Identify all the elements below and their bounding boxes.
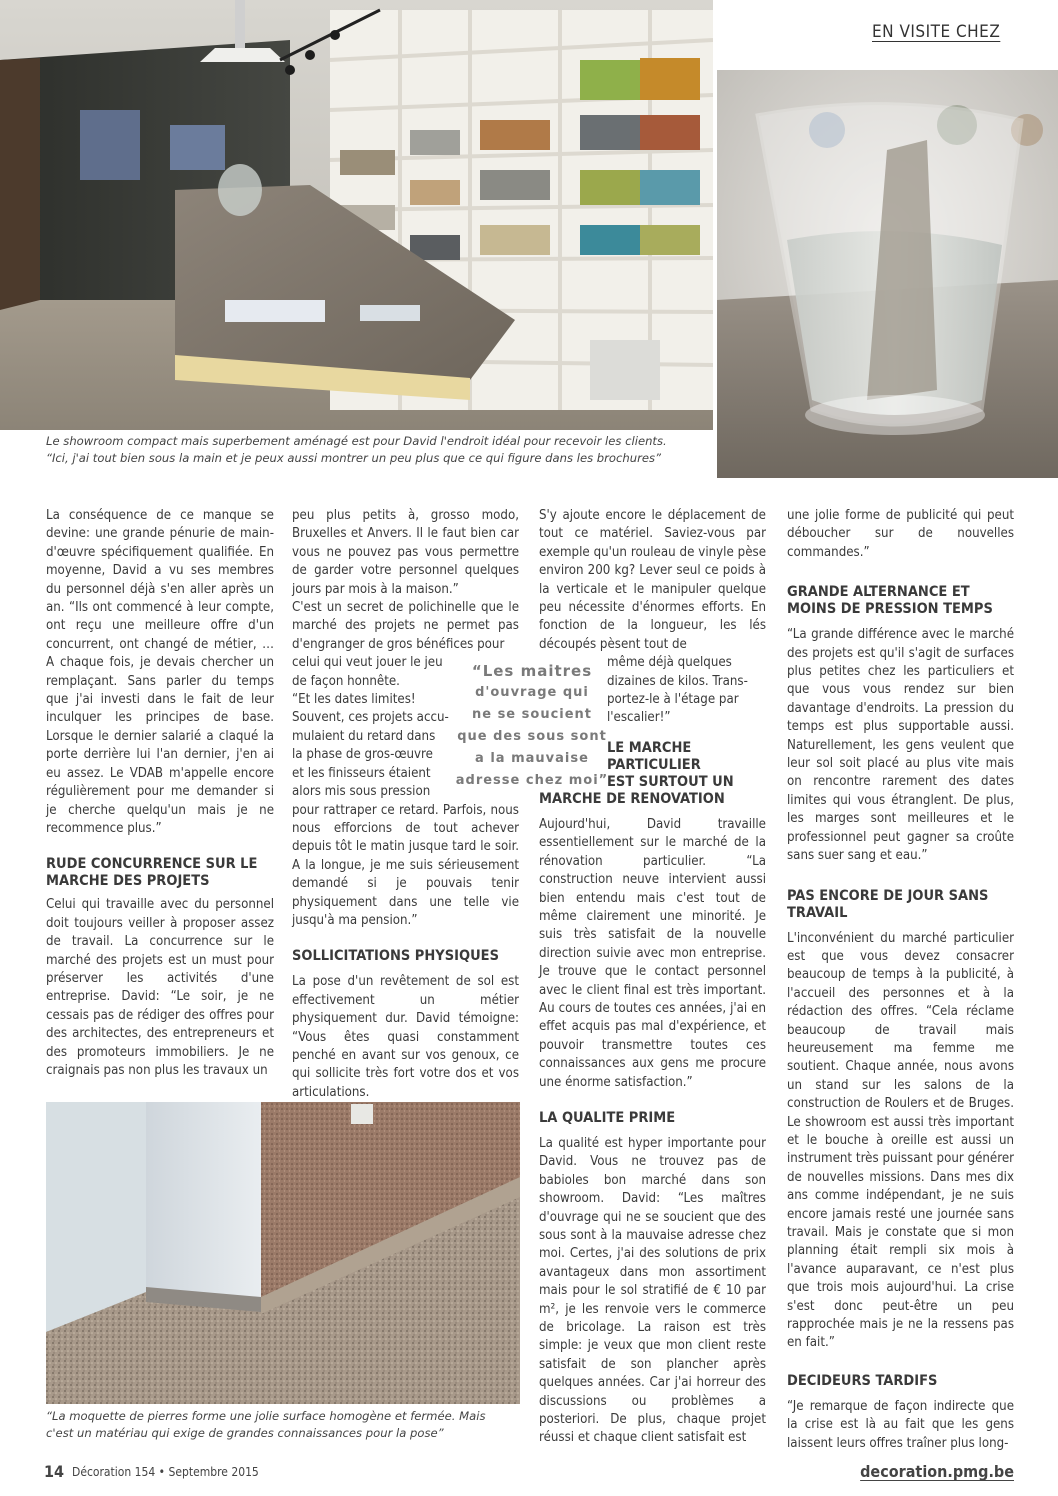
col2-paragraph-4: La pose d'un revêtement de sol est effectivement un métier physiquement dur. David témoigne: “Vous êtes quasi constamment penché en avant sur vos genoux, ce qui sollicite très fort votre dos et vos articulations. (292, 974, 519, 1100)
pull-quote-line5: a la mauvaise (475, 751, 589, 766)
col3-paragraph-1: S'y ajoute encore le déplacement de tout ce matériel. Saviez-vous par exemple qu'un rouleau de vinyle pèse environ 200 kg? Lever seul ce poids à la verticale et le manipuler quelque peu nécessite d'énormes efforts. En fonction de la longueur, les lés découpés pèsent tout de (539, 508, 766, 652)
col2-paragraph-3a-line4: la phase de gros-œuvre (292, 747, 433, 763)
col4-heading-1: GRANDE ALTERNANCE ET MOINS DE PRESSION TEMPS (787, 584, 993, 618)
col3-paragraph-3: La qualité est hyper importante pour David. Vous ne trouvez pas de babioles bon marché dans son showroom. David: “Les maîtres d'ouvrage qui ne se soucient que des sous sont à la mauvaise adresse chez moi. Certes, j'ai des solutions de prix avantageux dans mon assortiment mais pour le sol stratifié de € 10 par m², je les renvoie vers le commerce de bricolage. La raison est très simple: je veux que mon client reste satisfait de son plancher après quelques années. Car j'ai horreur des discussions ou problèmes a posteriori. De plus, chaque projet réussi et chaque client satisfait est (539, 1135, 766, 1446)
stone-carpet-photo-art (46, 1102, 520, 1404)
stone-carpet-photo (46, 1102, 520, 1404)
col2-paragraph-3a-line6: alors mis sous pression (292, 784, 431, 800)
column-3 (539, 507, 766, 1448)
col3-heading-1-line3: EST SURTOUT UN (607, 773, 734, 790)
showroom-photo (0, 0, 713, 430)
column-1 (46, 507, 274, 1080)
col3-heading-1-line2: PARTICULIER (607, 756, 701, 773)
col2-paragraph-3b: pour rattraper ce retard. Parfois, nous nous efforcions de tout achever depuis tôt le matin jusque tard le soir. A la longue, je me suis sérieusement demandé si je pouvais tenir physiquement dans une telle vie jusqu'à ma pension.” (292, 802, 519, 928)
col4-paragraph-3: L'inconvénient du marché particulier est que vous devez consacrer beaucoup de temps à la publicité, à l'accueil des personnes et à la rédaction des offres. “Cela réclame beaucoup de travail mais heureusement ma femme me soutient. Chaque année, nous avons un stand sur les salons de la construction de Roulers et de Bruges. Le showroom est aussi très important et le bouche à oreille est aussi un instrument très puissant pour générer de nouvelles missions. Dans mes dix ans comme indépendant, je ne suis encore jamais resté une journée sans travail. Mais je constate que si mon planning était rempli six mois à l'avance auparavant, ce n'est plus que trois mois aujourd'hui. La crise s'est donc peut-être un peu rapprochée mais je ne la ressens pas en fait.” (787, 930, 1014, 1351)
stone-carpet-caption-line1: “La moquette de pierres forme une jolie surface homogène et fermée. Mais (46, 1409, 486, 1423)
stone-carpet-caption (46, 1408, 520, 1442)
pull-quote-line4: que des sous sont (457, 729, 607, 744)
col2-paragraph-1: peu plus petits à, grosso modo, Bruxelles et Anvers. Il le faut bien car vous ne pouvez pas vous permettre de garder votre personnel quelques jours par mois à la maison.” (292, 508, 519, 597)
col4-paragraph-1: une jolie forme de publicité qui peut déboucher sur de nouvelles commandes.” (787, 508, 1014, 560)
showroom-caption (46, 433, 716, 467)
stone-carpet-caption-line2: c'est un matériau qui exige de grandes connaissances pour la pose” (46, 1426, 444, 1440)
col2-paragraph-3a-line5: et les finisseurs étaient (292, 765, 431, 781)
col4-paragraph-4: “Je remarque de façon indirecte que la crise est là au fait que les gens laissent leurs offres traîner plus long- (787, 1398, 1014, 1451)
col3-heading-1-line4: MARCHE DE RENOVATION (539, 790, 725, 807)
col2-paragraph-3a-line1: “Et les dates limites! (292, 692, 416, 708)
column-4 (787, 507, 1014, 1453)
col2-paragraph-3a-line2: Souvent, ces projets accu- (292, 710, 449, 726)
website-link[interactable]: decoration.pmg.be (860, 1462, 1014, 1481)
col3-paragraph-1b-line1: même déjà quelques (607, 655, 732, 671)
glass-photo (717, 70, 1058, 478)
col2-paragraph-2a: C'est un secret de polichinelle que le marché des projets ne permet pas d'engranger de gros bénéfices pour (292, 600, 519, 652)
page-number: 14 (44, 1462, 65, 1481)
pull-quote-line2: d'ouvrage qui (475, 685, 589, 700)
column-2 (292, 507, 519, 1102)
showroom-photo-art (0, 0, 713, 430)
showroom-caption-line1: Le showroom compact mais superbement aménagé est pour David l'endroit idéal pour recevoir les clients. (46, 434, 667, 448)
col3-paragraph-2: Aujourd'hui, David travaille essentiellement sur le marché de la rénovation particulier. “La construction neuve intervient aussi bien entendu mais c'est tout de même clairement une minorité. Je suis très satisfait de la nouvelle direction suivie avec mon entreprise. Je trouve que le contact personnel avec le client final est très important. Au cours de toutes ces années, j'ai en effet acquis pas mal d'expérience, et pouvoir transmettre toutes ces connaissances aux gens me procure une énorme satisfaction.” (539, 816, 766, 1090)
pull-quote-line1: “Les maitres (471, 662, 593, 680)
col1-heading-1: RUDE CONCURRENCE SUR LE MARCHE DES PROJETS (46, 856, 258, 890)
pull-quote-line3: ne se soucient (471, 707, 593, 722)
col2-paragraph-2b-line1: celui qui veut jouer le jeu (292, 655, 443, 671)
col1-paragraph-2: Celui qui travaille avec du personnel doit toujours veiller à proposer assez de travail. La concurrence sur le marché des projets est un must pour préserver les activités d'une entreprise. David: “Le soir, je ne cessais pas de rédiger des offres pour des architectes, des entrepreneurs et des promoteurs immobiliers. Je ne craignais pas non plus les travaux un (46, 897, 274, 1078)
col2-heading-1: SOLLICITATIONS PHYSIQUES (292, 948, 499, 965)
col3-paragraph-1b-line3: portez-le à l'étage par (607, 692, 739, 708)
footer (44, 1462, 1014, 1486)
col3-heading-1-line1: LE MARCHE (607, 739, 692, 756)
pull-quote-line6: adresse chez moi” (455, 773, 609, 788)
col4-heading-2: PAS ENCORE DE JOUR SANS TRAVAIL (787, 887, 989, 921)
col3-heading-2: LA QUALITE PRIME (539, 1109, 676, 1126)
glass-photo-art (717, 70, 1058, 478)
col3-paragraph-1b-line2: dizaines de kilos. Trans- (607, 673, 748, 689)
col2-paragraph-3a-line3: mulaient du retard dans (292, 728, 436, 744)
issue-info: Décoration 154 • Septembre 2015 (72, 1465, 259, 1479)
col4-heading-3: DECIDEURS TARDIFS (787, 1372, 938, 1389)
col2-paragraph-2b-line2: de façon honnête. (292, 673, 400, 689)
col3-paragraph-1b-line4: l'escalier!” (607, 710, 671, 726)
col1-paragraph-1: La conséquence de ce manque se devine: une grande pénurie de main-d'œuvre spécifiquement qualifiée. En moyenne, David a vu ses membres du personnel déjà s'en aller après un an. “Ils ont commencé à leur compte, ont reçu une meilleure offre d'un concurrent, ont changé de métier, … A chaque fois, je devais chercher un remplaçant. Sans parler du temps que j'ai investi dans le fait de leur inculquer les principes de base. Lorsque le dernier salarié a claqué la porte derrière lui l'an dernier, j'en ai eu assez. Le VDAB m'appelle encore régulièrement pour me demander si je cherche quelqu'un mais je ne recommence plus.” (46, 508, 274, 836)
col4-paragraph-2: “La grande différence avec le marché des projets est qu'il s'agit de surfaces plus petites chez les particuliers et que vous vous rendez sur bien davantage d'endroits. La pression du temps est plus supportable aussi. Naturellement, les gens veulent que leur sol soit placé au plus vite mais on rencontre rarement des dates limites qui vous étranglent. De plus, les marges sont meilleures et le professionnel peut gagner sa croûte sans suer sang et eau.” (787, 627, 1014, 864)
section-label: EN VISITE CHEZ (872, 22, 1001, 42)
showroom-caption-line2: “Ici, j'ai tout bien sous la main et je peux aussi montrer un peu plus que ce qui figure dans les brochures” (46, 451, 662, 465)
